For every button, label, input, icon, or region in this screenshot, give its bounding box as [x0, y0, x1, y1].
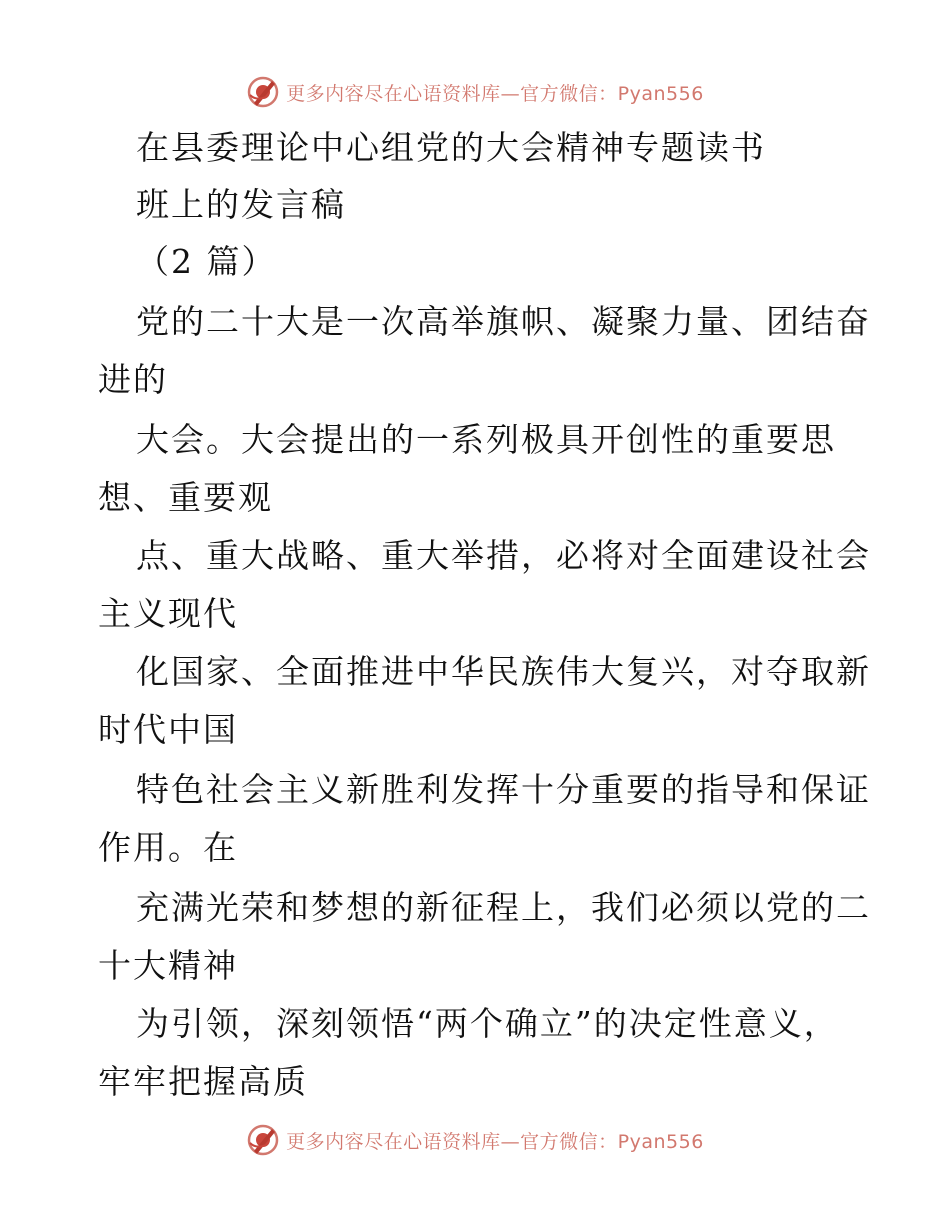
text-line: 特色社会主义新胜利发挥十分重要的指导和保证: [136, 770, 871, 809]
text-line: 充满光荣和梦想的新征程上，我们必须以党的二: [136, 888, 871, 927]
banner-label: 更多内容尽在心语资料库—官方微信：: [286, 82, 618, 105]
pen-logo-icon: [246, 75, 280, 109]
text-line: 十大精神: [98, 946, 238, 985]
text-line: 大会。大会提出的一系列极具开创性的重要思: [136, 420, 836, 459]
text-line: 点、重大战略、重大举措，必将对全面建设社会: [136, 536, 871, 575]
text-line: 主义现代: [98, 594, 238, 633]
banner-text: [286, 79, 704, 106]
header-banner: [0, 72, 950, 112]
text-line: 党的二十大是一次高举旗帜、凝聚力量、团结奋: [136, 302, 871, 341]
banner-label: 更多内容尽在心语资料库—官方微信：: [286, 1130, 618, 1153]
text-line: 作用。在: [98, 828, 238, 867]
doc-count: （2 篇）: [136, 242, 277, 281]
text-line: 牢牢把握高质: [98, 1062, 308, 1101]
doc-title-line-2: 班上的发言稿: [136, 185, 346, 224]
pen-logo-icon: [246, 1123, 280, 1157]
text-line: 想、重要观: [98, 478, 273, 517]
banner-handle: Pyan556: [617, 1130, 704, 1153]
banner-handle: Pyan556: [617, 82, 704, 105]
banner-text: [286, 1127, 704, 1154]
text-line: 时代中国: [98, 710, 238, 749]
text-line: 进的: [98, 360, 168, 399]
text-line: 为引领，深刻领悟“两个确立”的决定性意义，: [136, 1004, 839, 1043]
footer-banner: [0, 1120, 950, 1160]
doc-title-line-1: 在县委理论中心组党的大会精神专题读书: [136, 128, 766, 167]
text-line: 化国家、全面推进中华民族伟大复兴，对夺取新: [136, 652, 871, 691]
